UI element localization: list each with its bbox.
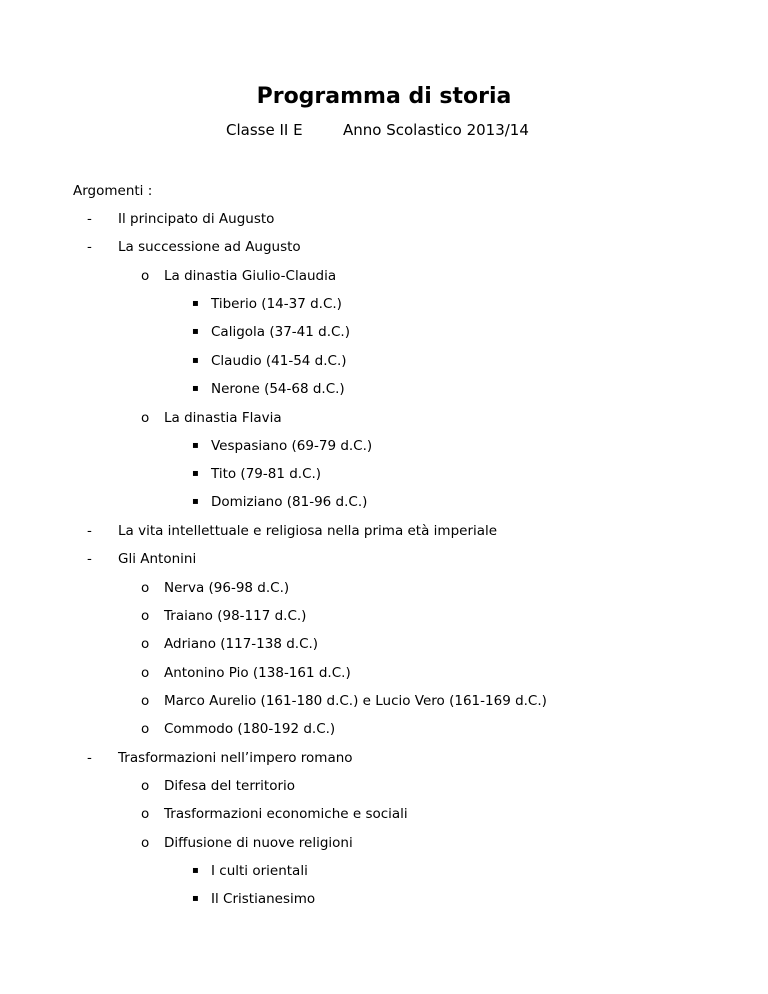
dash-bullet-icon: -	[87, 750, 92, 766]
list-item: Nerva (96-98 d.C.)	[164, 580, 290, 596]
square-bullet-icon: ▪	[192, 298, 199, 309]
list-item: Nerone (54-68 d.C.)	[211, 381, 345, 397]
square-bullet-icon: ▪	[192, 893, 199, 904]
dash-bullet-icon: -	[87, 239, 92, 255]
dash-bullet-icon: -	[87, 211, 92, 227]
circle-bullet-icon: o	[141, 580, 150, 596]
list-item: Tiberio (14-37 d.C.)	[211, 296, 342, 312]
list-item: Tito (79-81 d.C.)	[211, 466, 322, 482]
list-item: Commodo (180-192 d.C.)	[164, 721, 336, 737]
circle-bullet-icon: o	[141, 835, 150, 851]
school-year-label: Anno Scolastico 2013/14	[343, 121, 529, 139]
circle-bullet-icon: o	[141, 806, 150, 822]
list-item: Vespasiano (69-79 d.C.)	[211, 438, 373, 454]
square-bullet-icon: ▪	[192, 865, 199, 876]
list-item: La dinastia Flavia	[164, 410, 282, 426]
square-bullet-icon: ▪	[192, 468, 199, 479]
circle-bullet-icon: o	[141, 636, 150, 652]
list-item: Marco Aurelio (161-180 d.C.) e Lucio Vero (161-169 d.C.)	[164, 693, 547, 709]
list-item: Antonino Pio (138-161 d.C.)	[164, 665, 351, 681]
dash-bullet-icon: -	[87, 551, 92, 567]
section-label: Argomenti :	[73, 183, 153, 199]
list-item: Adriano (117-138 d.C.)	[164, 636, 319, 652]
list-item: Il Cristianesimo	[211, 891, 316, 907]
circle-bullet-icon: o	[141, 721, 150, 737]
list-item: Il principato di Augusto	[118, 211, 275, 227]
circle-bullet-icon: o	[141, 410, 150, 426]
list-item: La successione ad Augusto	[118, 239, 301, 255]
list-item: Trasformazioni nell’impero romano	[118, 750, 353, 766]
class-label: Classe II E	[226, 121, 303, 139]
list-item: Difesa del territorio	[164, 778, 296, 794]
square-bullet-icon: ▪	[192, 496, 199, 507]
list-item: Traiano (98-117 d.C.)	[164, 608, 307, 624]
circle-bullet-icon: o	[141, 608, 150, 624]
list-item: Claudio (41-54 d.C.)	[211, 353, 347, 369]
square-bullet-icon: ▪	[192, 355, 199, 366]
list-item: Gli Antonini	[118, 551, 197, 567]
dash-bullet-icon: -	[87, 523, 92, 539]
list-item: Diffusione di nuove religioni	[164, 835, 353, 851]
circle-bullet-icon: o	[141, 693, 150, 709]
square-bullet-icon: ▪	[192, 326, 199, 337]
list-item: Trasformazioni economiche e sociali	[164, 806, 408, 822]
square-bullet-icon: ▪	[192, 383, 199, 394]
circle-bullet-icon: o	[141, 665, 150, 681]
list-item: Caligola (37-41 d.C.)	[211, 324, 350, 340]
list-item: Domiziano (81-96 d.C.)	[211, 494, 368, 510]
list-item: La dinastia Giulio-Claudia	[164, 268, 337, 284]
list-item: I culti orientali	[211, 863, 308, 879]
circle-bullet-icon: o	[141, 268, 150, 284]
square-bullet-icon: ▪	[192, 440, 199, 451]
page-title: Programma di storia	[256, 84, 512, 109]
circle-bullet-icon: o	[141, 778, 150, 794]
list-item: La vita intellettuale e religiosa nella prima età imperiale	[118, 523, 498, 539]
